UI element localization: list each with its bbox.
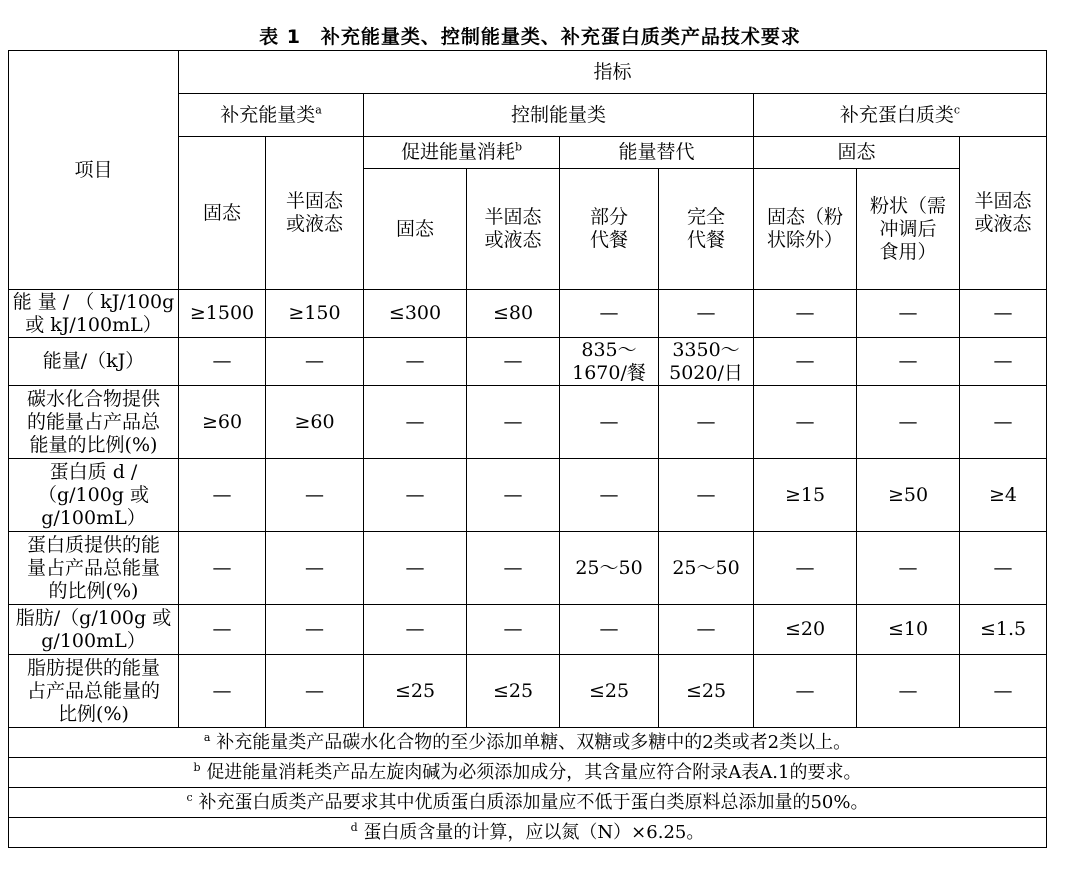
value-cell: — [960,386,1047,459]
value-cell: — [754,338,857,386]
value-cell: 25～50 [560,532,659,605]
value-cell: — [179,459,266,532]
value-cell: — [659,605,754,655]
footnote-mark: b [514,140,523,154]
value-cell: ≥150 [266,290,364,338]
value-cell: — [467,532,560,605]
value-cell: ≤25 [467,655,560,728]
footnote-mark: d [350,821,358,834]
table-row [9,655,1047,728]
value-cell: — [364,605,467,655]
value-cell: — [179,605,266,655]
subgroup-label: 促进能量消耗 [400,141,515,163]
row-label: 脂肪/（g/100g 或 g/100mL） [9,605,179,655]
value-cell: ≥4 [960,459,1047,532]
footnote-mark: c [186,791,193,804]
value-cell: — [179,338,266,386]
value-cell: — [364,459,467,532]
value-cell: — [659,459,754,532]
value-cell: — [857,386,960,459]
footnote [9,728,1047,758]
indicator-header: 指标 [179,51,1047,94]
footnote [9,758,1047,788]
value-cell: ≥50 [857,459,960,532]
subgroup-header-energy-consumption [364,137,560,169]
row-label: 蛋白质提供的能 量占产品总能量 的比例(%) [9,532,179,605]
value-cell: 835～ 1670/餐 [560,338,659,386]
col-header: 半固态 或液态 [467,169,560,290]
value-cell: — [659,290,754,338]
value-cell: ≥60 [266,386,364,459]
footnote-mark: a [203,731,211,744]
table-row [9,290,1047,338]
table-row [9,338,1047,386]
table-caption: 表 1 补充能量类、控制能量类、补充蛋白质类产品技术要求 [259,26,801,48]
value-cell: — [754,532,857,605]
footnote-row [9,758,1047,788]
group-label: 补充蛋白质类 [839,103,954,126]
value-cell: — [179,532,266,605]
table-row [9,532,1047,605]
footnote-mark: c [953,103,961,117]
row-label: 能 量 / （ kJ/100g 或 kJ/100mL） [9,290,179,338]
col-header: 半固态 或液态 [960,137,1047,290]
footnote [9,788,1047,818]
footnote-row [9,818,1047,848]
footnote-text: 蛋白质含量的计算，应以氮（N）×6.25。 [363,822,705,843]
value-cell: — [960,655,1047,728]
table-row [9,386,1047,459]
col-header: 固态（粉 状除外） [754,169,857,290]
value-cell: 3350～ 5020/日 [659,338,754,386]
value-cell: — [467,605,560,655]
value-cell: — [266,605,364,655]
spec-table-body [9,51,1047,848]
footnote [9,818,1047,848]
footnote-text: 补充能量类产品碳水化合物的至少添加单糖、双糖或多糖中的2类或者2类以上。 [216,732,852,753]
value-cell: ≥60 [179,386,266,459]
value-cell: — [467,459,560,532]
value-cell: — [960,290,1047,338]
value-cell: — [266,532,364,605]
value-cell: — [754,290,857,338]
value-cell: — [754,655,857,728]
value-cell: — [266,459,364,532]
value-cell: — [659,386,754,459]
table-row [9,459,1047,532]
row-label: 碳水化合物提供 的能量占产品总 能量的比例(%) [9,386,179,459]
value-cell: — [754,386,857,459]
row-label: 能量/（kJ） [9,338,179,386]
group-label: 补充能量类 [220,103,316,126]
footnote-row [9,788,1047,818]
subgroup-label: 固态 [837,141,876,163]
value-cell: ≥15 [754,459,857,532]
row-label: 脂肪提供的能量 占产品总能量的 比例(%) [9,655,179,728]
footnote-text: 补充蛋白质类产品要求其中优质蛋白质添加量应不低于蛋白类原料总添加量的50%。 [198,792,869,813]
value-cell: ≤1.5 [960,605,1047,655]
group-header-energy-supplement [179,94,364,137]
value-cell: — [467,338,560,386]
value-cell: — [364,532,467,605]
subgroup-header-meal-replacement [560,137,754,169]
value-cell: — [560,386,659,459]
value-cell: — [857,290,960,338]
value-cell: ≤25 [364,655,467,728]
value-cell: ≤25 [659,655,754,728]
value-cell: — [857,532,960,605]
value-cell: ≤300 [364,290,467,338]
col-header: 固态 [179,137,266,290]
footnote-text: 促进能量消耗类产品左旋肉碱为必须添加成分，其含量应符合附录A表A.1的要求。 [206,762,862,783]
value-cell: — [560,605,659,655]
spec-table [8,50,1047,848]
value-cell: — [960,532,1047,605]
value-cell: ≥1500 [179,290,266,338]
subgroup-label: 能量替代 [618,141,695,163]
value-cell: 25～50 [659,532,754,605]
value-cell: ≤80 [467,290,560,338]
footnote-row [9,728,1047,758]
group-header-energy-control [364,94,754,137]
col-header: 半固态 或液态 [266,137,364,290]
value-cell: — [179,655,266,728]
subgroup-header-solid [754,137,960,169]
footnote-mark: b [193,761,201,774]
value-cell: — [364,386,467,459]
group-header-protein-supplement [754,94,1047,137]
value-cell: — [857,655,960,728]
value-cell: — [857,338,960,386]
col-header: 完全 代餐 [659,169,754,290]
col-header: 固态 [364,169,467,290]
group-label: 控制能量类 [510,103,606,126]
value-cell: ≤20 [754,605,857,655]
value-cell: — [266,338,364,386]
col-header: 粉状（需 冲调后 食用） [857,169,960,290]
value-cell: — [467,386,560,459]
value-cell: — [266,655,364,728]
item-header: 项目 [9,51,179,290]
value-cell: — [364,338,467,386]
col-header: 部分 代餐 [560,169,659,290]
row-label: 蛋白质 d / （g/100g 或 g/100mL） [9,459,179,532]
value-cell: — [960,338,1047,386]
value-cell: — [560,290,659,338]
value-cell: ≤10 [857,605,960,655]
footnote-mark: a [315,103,322,117]
value-cell: ≤25 [560,655,659,728]
table-row [9,605,1047,655]
value-cell: — [560,459,659,532]
